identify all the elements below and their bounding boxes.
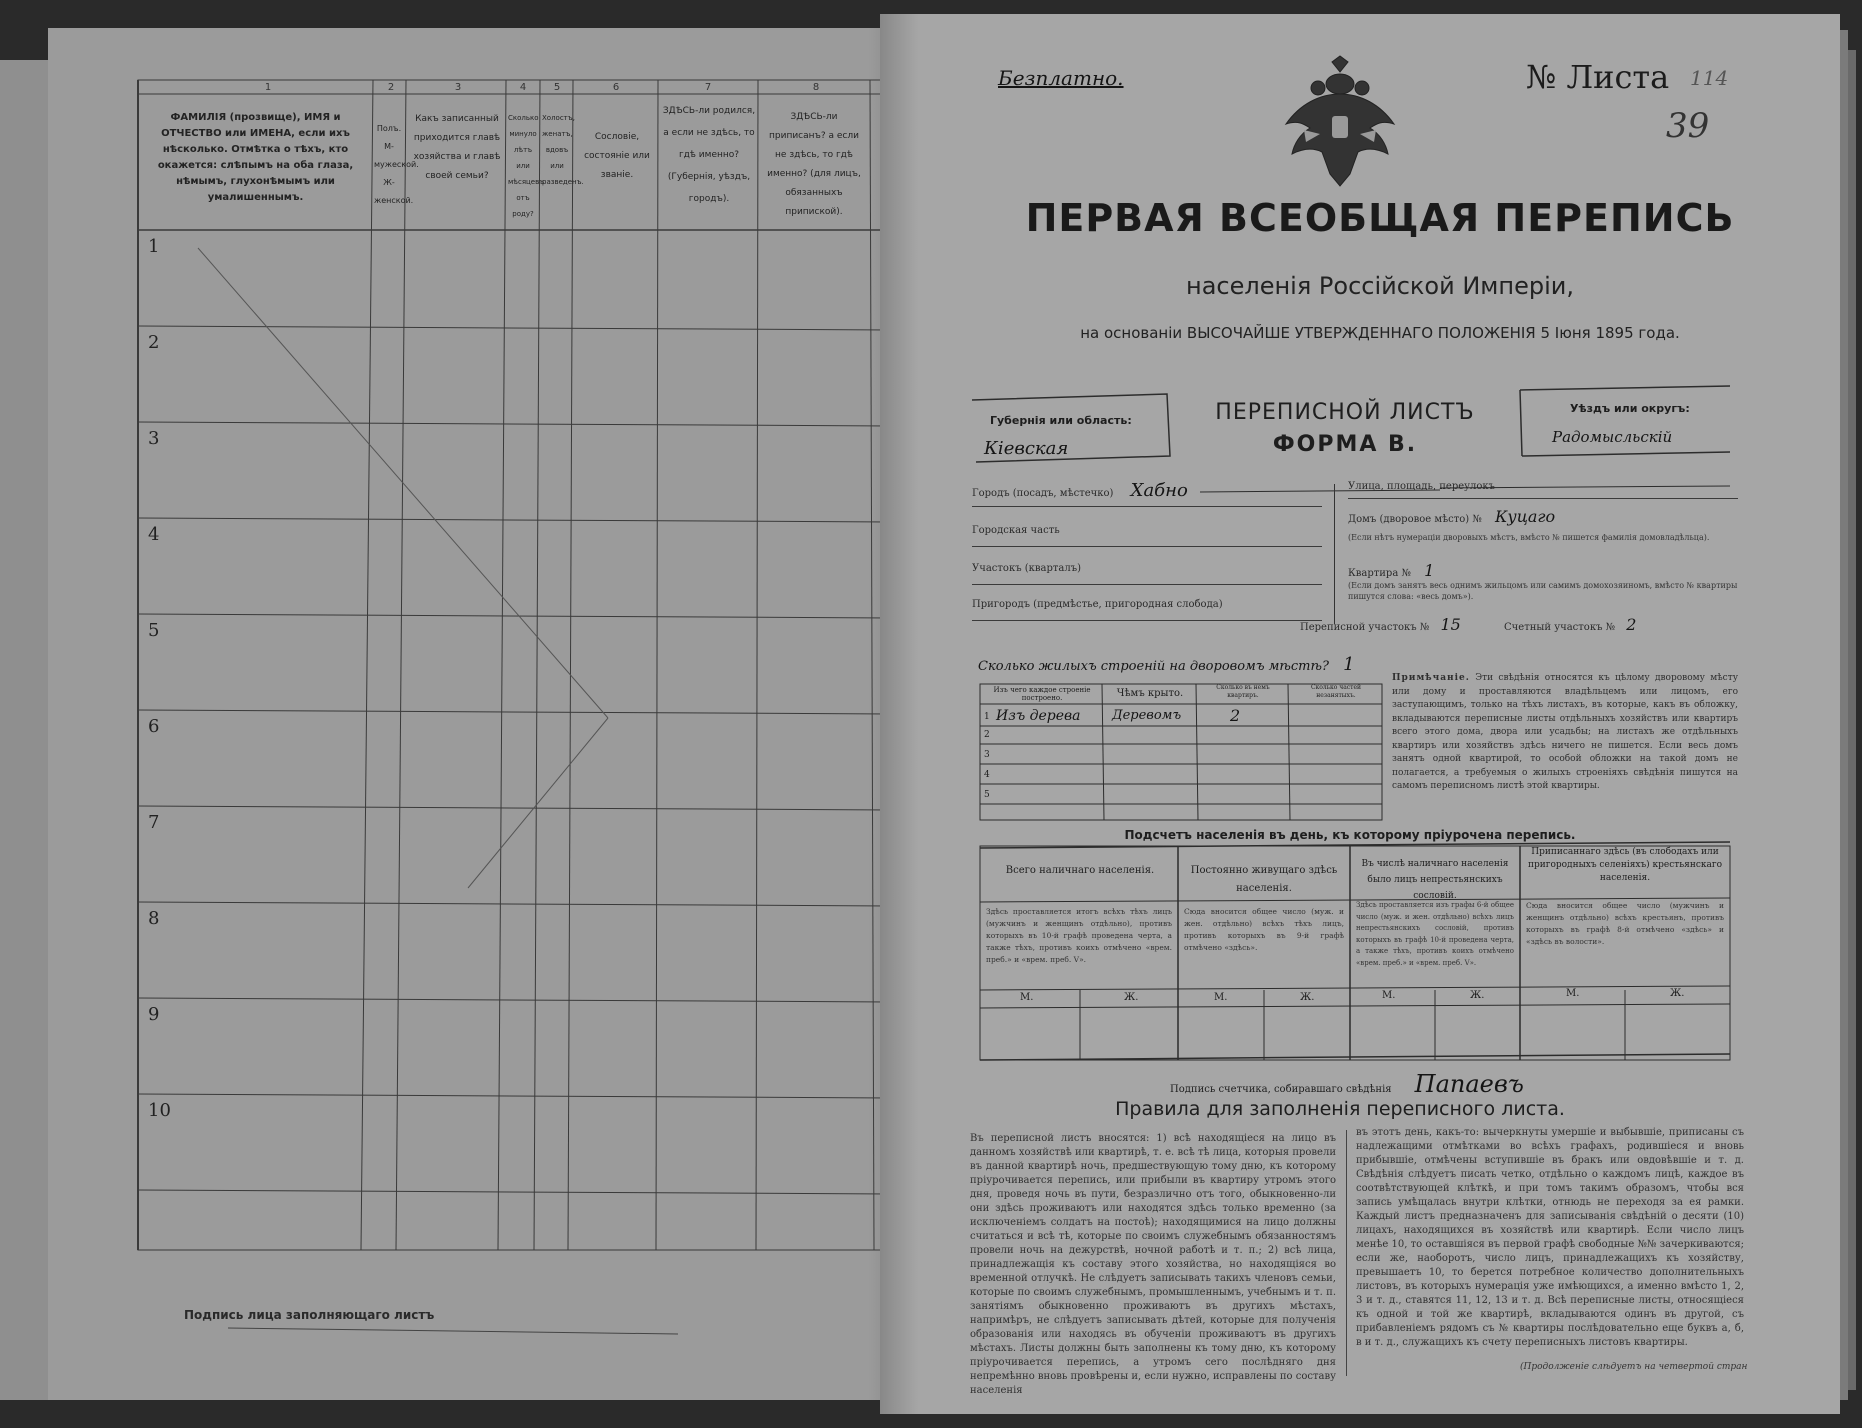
free-label: Безплатно. [998,66,1124,90]
left-grid [48,28,920,1400]
count-header-nonpeasant: Въ числѣ наличнаго населенія было лицъ непрестьянскихъ сословій. [1361,859,1509,901]
row-number: 7 [148,812,160,833]
rules-divider [1346,1130,1347,1376]
buildings-header-apartments: Сколько въ немъ квартиръ. [1216,684,1270,699]
column-number: 5 [553,82,561,93]
header-marital-column: Холостъ, женатъ, вдовъ или разведенъ. [542,114,584,186]
header-birthplace-column: ЗДѢСЬ-ли родился, а если не здѣсь, то гдѣ именно? (Губернія, уѣздъ, городъ). [662,106,756,204]
buildings-question-text: Сколько жилыхъ строеній на дворовомъ мѣстѣ? [978,659,1329,674]
form-name: ФОРМА В. [1272,432,1418,457]
address-city-part-label: Городская часть [972,525,1060,536]
row-number: 2 [148,332,160,353]
census-district-label: Переписной участокъ № [1300,622,1430,633]
house-note: (Если нѣтъ нумераціи дворовыхъ мѣстъ, вмѣсто № пишется фамилія домовладѣльца). [1348,533,1710,542]
rules-title: Правила для заполненія переписного листа. [1115,1098,1565,1120]
count-sub-m: М. [1020,992,1034,1003]
row-number: 1 [148,236,160,257]
form-title: ПЕРЕПИСНОЙ ЛИСТЪ [1215,400,1475,425]
address-precinct-label: Участокъ (кварталъ) [972,563,1081,574]
buildings-header-vacant: Сколько частей незанятыхъ. [1310,684,1362,699]
column-number: 4 [519,82,527,93]
column-number: 8 [812,82,820,93]
page-number-handwritten: 39 [1666,106,1710,146]
row-number: 3 [148,428,160,449]
column-number: 1 [264,82,272,93]
address-suburb-label: Пригородъ (предмѣстье, пригородная слобода) [972,599,1223,610]
column-number: 3 [454,82,462,93]
census-subtitle: населенія Россійской Имперіи, [1186,272,1574,300]
count-header-permanent: Постоянно живущаго здѣсь населенія. [1190,865,1338,894]
buildings-row-material: Изъ дерева [996,708,1081,724]
count-district-label: Счетный участокъ № [1504,622,1616,633]
header-age-column: Сколько минуло лѣтъ или мѣсяцевъ отъ роду? [508,114,545,218]
apartment-note: (Если домъ занятъ весь однимъ жильцомъ или самимъ домохозяиномъ, вмѣсто № квартиры пишутся слова: «весь домъ»). [1348,581,1738,601]
count-header-peasant: Приписаннаго здѣсь (въ слободахъ или пригородныхъ селеніяхъ) крестьянскаго населенія. [1527,847,1723,883]
column-number: 2 [387,82,395,93]
province-label: Губернія или область: [990,414,1132,427]
row-number: 10 [148,1100,171,1121]
buildings-row-number: 2 [984,730,990,740]
row-number: 6 [148,716,160,737]
count-desc-permanent: Сюда вносится общее число (муж. и жен. отдѣльно) всѣхъ тѣхъ лицъ, противъ которыхъ въ 9-й графѣ отмѣчено «здѣсь». [1184,907,1344,952]
address-city-label: Городъ (посадъ, мѣстечко) [972,488,1114,499]
address-city-value: Хабно [1130,480,1188,501]
apartment-label: Квартира № [1348,568,1411,579]
header-sex-column: Полъ. М-мужеской. Ж-женской. [374,124,419,205]
page-edge [0,60,50,1400]
buildings-note-text: Эти свѣдѣнія относятся къ цѣлому дворовому мѣсту или дому и проставляются владѣльцемъ или лицомъ, его заступающимъ, только на тѣхъ листахъ, въ которые, какъ въ обложку, вкладываются переписные листы отдѣльныхъ хозяйствъ или квартиръ всего этого дома, двора или усадьбы; на листахъ же отдѣльныхъ квартиръ или хозяйствъ здѣсь ничего не пишется. Если весь домъ занятъ одной квартирой, то особой обложки на такой домъ не полагается, а требуемыя о жилыхъ строеніяхъ свѣдѣнія пишутся на самомъ переписномъ листѣ этой квартиры. [1392,673,1738,791]
sheet-number-label: № Листа [1526,58,1670,96]
row-number: 9 [148,1004,160,1025]
buildings-row-number: 1 [984,712,990,722]
count-district-value: 2 [1626,615,1637,634]
sheet-number-handwritten: 114 [1690,66,1729,90]
column-number: 7 [704,82,712,93]
signature-label: Подпись лица заполняющаго листъ [184,1308,435,1322]
buildings-header-material: Изъ чего каждое строеніе построено. [993,686,1091,702]
count-title: Подсчетъ населенія въ день, къ которому пріурочена перепись. [1124,828,1576,842]
header-registration-column: ЗДѢСЬ-ли приписанъ? а если не здѣсь, то гдѣ именно? (для лицъ, обязанныхъ припиской). [767,112,861,217]
left-page [48,28,920,1400]
row-number: 8 [148,908,160,929]
house-value: Куцаго [1495,507,1556,526]
census-title: ПЕРВАЯ ВСЕОБЩАЯ ПЕРЕПИСЬ [1025,196,1735,240]
count-sub-f: Ж. [1300,992,1315,1003]
buildings-count-value: 1 [1343,654,1355,675]
count-sub-m: М. [1382,990,1396,1001]
row-number: 5 [148,620,160,641]
count-sub-f: Ж. [1670,988,1685,999]
buildings-row-roof: Деревомъ [1112,708,1182,723]
header-relation-column: Какъ записанный приходится главѣ хозяйства и главѣ своей семьи? [413,114,501,181]
rules-continued: (Продолженіе слѣдуетъ на четвертой стран [1520,1362,1748,1372]
enumerator-signature: Папаевъ [1414,1070,1524,1098]
buildings-row-number: 4 [984,770,990,780]
count-sub-f: Ж. [1470,990,1485,1001]
rules-column-right: въ этотъ день, какъ-то: вычеркнуты умершіе и выбывшіе, приписаны съ надлежащими отмѣтками во всѣхъ графахъ, родившіеся и вновь прибывшіе, отмѣчены вступившіе въ бракъ или овдовѣвшіе и т. д. Свѣдѣнія слѣдуетъ писать четко, отдѣльно о каждомъ лицѣ, каждое въ соотвѣтствующей клѣткѣ, и при томъ такимъ образомъ, чтобы вся запись умѣщалась внутри клѣтки, отнюдь не переходя за ея рамки. Каждый листъ предназначенъ для записыванія свѣдѣній о десяти (10) лицахъ, находящихся въ хозяйствѣ или квартирѣ. Если число лицъ менѣе 10, то оставшіяся въ первой графѣ свободные №№ зачеркиваются; если же, наоборотъ, число лицъ, принадлежащихъ къ хозяйству, превышаетъ 10, то берется потребное количество дополнительныхъ листовъ, въ которыхъ нумерація уже имѣющихся, а именно вмѣсто 1, 2, 3 и т. д., ставятся 11, 12, 13 и т. д. Всѣ переписные листы, относящіеся къ одной и той же квартирѣ, вкладываются одинъ въ другой, съ прибавленіемъ рядомъ съ № квартиры послѣдовательно еще буквъ а, б, в и т. д., служащихъ къ счету переписныхъ листовъ квартиры. [1356,1127,1744,1348]
census-district-value: 15 [1440,615,1461,634]
house-label: Домъ (дворовое мѣсто) № [1348,514,1482,525]
right-page [880,14,1840,1414]
district-value: Радомысльскій [1552,428,1673,446]
buildings-note-title: Примѣчаніе. [1392,673,1470,683]
buildings-header-roof: Чѣмъ крыто. [1116,688,1184,699]
count-desc-nonpeasant: Здѣсь проставляется изъ графы 6-й общее число (муж. и жен. отдѣльно) всѣхъ лицъ непрестьянскихъ сословій, противъ которыхъ въ графѣ 10-й проведена черта, а также тѣхъ, противъ коихъ отмѣчено «врем. преб.» и «врем. преб. V». [1356,901,1514,967]
census-basis: на основаніи ВЫСОЧАЙШЕ УТВЕРЖДЕННАГО ПОЛОЖЕНІЯ 5 Іюня 1895 года. [1080,324,1680,342]
count-desc-peasant: Сюда вносится общее число (мужчинъ и женщинъ отдѣльно) всѣхъ крестьянъ, противъ которыхъ въ графѣ 8-й отмѣчено «здѣсь» и «здѣсь въ волости». [1526,901,1724,946]
column-number: 6 [612,82,620,93]
enumerator-line [1170,1070,1690,1098]
buildings-row-number: 5 [984,790,990,800]
buildings-row-number: 3 [984,750,990,760]
count-sub-m: М. [1214,992,1228,1003]
header-name-column: ФАМИЛІЯ (прозвище), ИМЯ и ОТЧЕСТВО или ИМЕНА, если ихъ нѣсколько. Отмѣтка о тѣхъ, кто окажется: слѣпымъ на оба глаза, нѣмымъ, глухонѣмымъ или умалишеннымъ. [157,112,354,203]
count-sub-f: Ж. [1124,992,1139,1003]
street-label: Улица, площадь, переулокъ [1348,481,1496,492]
page-edge [1848,50,1856,1390]
province-value: Кіевская [984,438,1069,459]
buildings-row-apartments: 2 [1230,706,1241,725]
rules-column-left: Въ переписной листъ вносятся: 1) всѣ находящіеся на лицо въ данномъ хозяйствѣ или квартирѣ, т. е. всѣ тѣ лица, которыя провели въ данной квартирѣ ночь, предшествующую тому дню, къ которому пріурочивается перепись, или прибыли въ квартиру утромъ этого дня, проведя ночь въ пути, безразлично отъ того, обыкновенно-ли они здѣсь проживаютъ или находятся здѣсь только временно (за исключеніемъ солдатъ на постоѣ); находящимися на лицо должны считаться и всѣ тѣ, которые по своимъ служебнымъ обязанностямъ провели ночь на дежурствѣ, ночной работѣ и т. п.; 2) всѣ лица, принадлежащія къ составу этого хозяйства, но находящіяся во временной отлучкѣ. Не слѣдуетъ записывать такихъ членовъ семьи, которые по своимъ служебнымъ, промышленнымъ, учебнымъ и т. п. занятіямъ обыкновенно проживаютъ въ другихъ мѣстахъ, напримѣръ, не слѣдуетъ записывать дѣтей, которые для полученія образованія или находясь въ обученіи проживаютъ въ другихъ мѣстахъ. Листы должны быть заполнены къ тому дню, къ которому пріурочивается перепись, а утромъ сего послѣдняго дня непремѣнно вновь провѣрены и, если нужно, исправлены по составу населенія [970,1133,1336,1396]
count-header-present: Всего наличнаго населенія. [1005,865,1155,876]
count-sub-m: М. [1566,988,1580,999]
row-number: 4 [148,524,160,545]
apartment-value: 1 [1424,561,1435,580]
district-label: Уѣздъ или округъ: [1570,402,1690,415]
count-desc-present: Здѣсь проставляется итогъ всѣхъ тѣхъ лицъ (мужчинъ и женщинъ отдѣльно), противъ которыхъ въ 10-й графѣ проведена черта, а также тѣхъ, противъ коихъ отмѣчено «врем. преб.» и «врем. преб. V». [986,907,1172,964]
enumerator-label: Подпись счетчика, собиравшаго свѣдѣнія [1170,1084,1392,1095]
header-estate-column: Сословіе, состояніе или званіе. [584,132,650,180]
